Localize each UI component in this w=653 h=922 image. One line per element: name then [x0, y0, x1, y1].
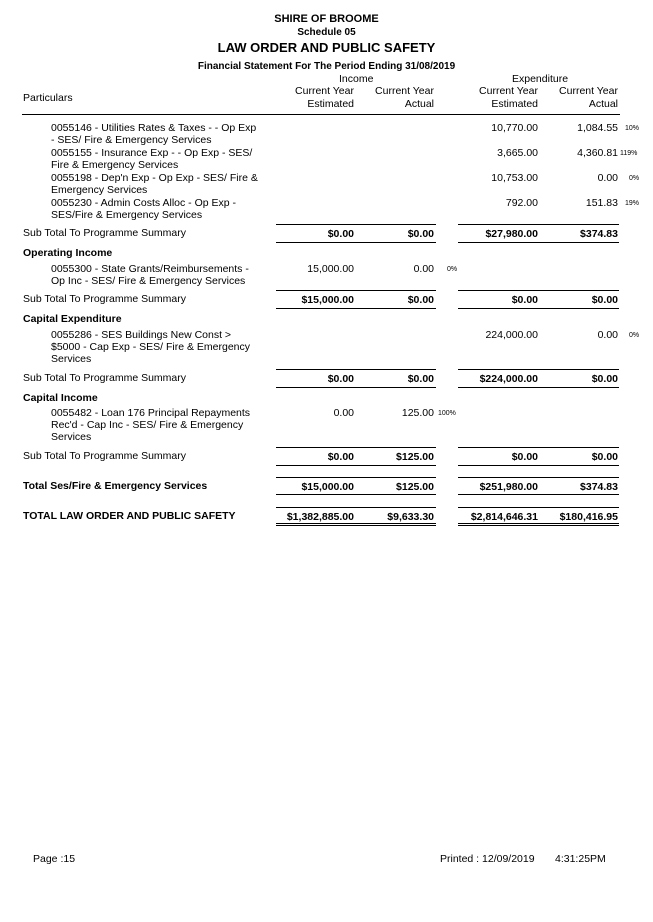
- exp-est-header-line2: Estimated: [491, 98, 538, 110]
- inc-est-header-line2: Estimated: [307, 98, 354, 110]
- subtotal-exp-est: $27,980.00: [485, 228, 538, 240]
- exp-act-header-line2: Actual: [588, 98, 618, 110]
- printed-date: Printed : 12/09/2019: [440, 853, 535, 865]
- section-heading-capital-expenditure: Capital Expenditure: [23, 313, 122, 325]
- total-law-inc-act: $9,633.30: [387, 511, 434, 523]
- item-exp-est: 792.00: [505, 197, 538, 209]
- item-inc-act: 125.00: [401, 407, 434, 419]
- exp-est-header-line1: Current Year: [479, 85, 538, 97]
- subtotal-inc-act: $0.00: [407, 373, 434, 385]
- item-desc-line2: Rec'd - Cap Inc - SES/ Fire & Emergency: [51, 419, 244, 431]
- item-pct: 0%: [629, 332, 640, 339]
- item-pct: 0%: [629, 175, 640, 182]
- item-exp-est: 3,665.00: [497, 147, 538, 159]
- item-desc-line3: Services: [51, 353, 92, 365]
- expenditure-rule: [458, 224, 619, 225]
- subtotal-inc-est: $0.00: [327, 228, 354, 240]
- total-ses-exp-est: $251,980.00: [479, 481, 538, 493]
- item-desc-line1: 0055482 - Loan 176 Principal Repayments: [51, 407, 251, 419]
- subtotal-exp-est: $0.00: [511, 294, 538, 306]
- expenditure-rule: [458, 308, 619, 309]
- total-ses-inc-est: $15,000.00: [301, 481, 354, 493]
- item-desc-line1: 0055230 - Admin Costs Alloc - Op Exp -: [51, 197, 237, 209]
- expenditure-rule: [458, 242, 619, 243]
- total-law-exp-est: $2,814,646.31: [470, 511, 538, 523]
- item-desc-line2: SES/Fire & Emergency Services: [51, 209, 203, 221]
- expenditure-rule: [458, 523, 619, 526]
- subtotal-exp-act: $0.00: [591, 373, 618, 385]
- subtotal-label: Sub Total To Programme Summary: [23, 450, 187, 462]
- item-inc-est: 0.00: [333, 407, 354, 419]
- income-rule: [276, 224, 436, 225]
- page-number: Page :15: [33, 853, 76, 865]
- inc-est-header-line1: Current Year: [295, 85, 354, 97]
- expenditure-rule: [458, 465, 619, 466]
- section-heading-capital-income: Capital Income: [23, 392, 98, 404]
- total-ses-exp-act: $374.83: [580, 481, 618, 493]
- subtotal-exp-est: $0.00: [511, 451, 538, 463]
- subtotal-exp-act: $374.83: [580, 228, 618, 240]
- item-exp-act: 0.00: [597, 172, 618, 184]
- item-desc-line1: 0055155 - Insurance Exp - - Op Exp - SES/: [51, 147, 253, 159]
- item-exp-est: 10,770.00: [491, 122, 538, 134]
- total-law-inc-est: $1,382,885.00: [286, 511, 354, 523]
- item-desc-line2: Emergency Services: [51, 184, 148, 196]
- subtotal-label: Sub Total To Programme Summary: [23, 227, 187, 239]
- exp-act-header-line1: Current Year: [559, 85, 618, 97]
- subtotal-inc-act: $0.00: [407, 294, 434, 306]
- subtotal-exp-act: $0.00: [591, 294, 618, 306]
- income-rule: [276, 477, 436, 478]
- total-law-exp-act: $180,416.95: [559, 511, 618, 523]
- item-desc-line1: 0055300 - State Grants/Reimbursements -: [51, 263, 249, 275]
- inc-act-header-line1: Current Year: [375, 85, 434, 97]
- subtotal-inc-est: $15,000.00: [301, 294, 354, 306]
- inc-act-header-line2: Actual: [404, 98, 434, 110]
- subtotal-inc-act: $125.00: [396, 451, 434, 463]
- subtotal-inc-est: $0.00: [327, 451, 354, 463]
- particulars-header: Particulars: [23, 92, 73, 104]
- subtotal-exp-est: $224,000.00: [479, 373, 538, 385]
- printed-time: 4:31:25PM: [555, 853, 606, 865]
- income-rule: [276, 523, 436, 526]
- item-pct: 119%: [620, 150, 638, 157]
- item-desc-line1: 0055146 - Utilities Rates & Taxes - - Op Exp: [51, 122, 257, 134]
- item-desc-line3: Services: [51, 431, 92, 443]
- item-pct: 10%: [625, 125, 640, 132]
- item-desc-line2: - SES/ Fire & Emergency Services: [51, 134, 212, 146]
- income-rule: [276, 507, 436, 508]
- expenditure-rule: [458, 387, 619, 388]
- section-heading-operating-income: Operating Income: [23, 247, 113, 259]
- expenditure-rule: [458, 507, 619, 508]
- income-rule: [276, 308, 436, 309]
- income-rule: [276, 447, 436, 448]
- subtotal-exp-act: $0.00: [591, 451, 618, 463]
- expenditure-rule: [458, 290, 619, 291]
- item-desc-line2: Op Inc - SES/ Fire & Emergency Services: [51, 275, 246, 287]
- item-exp-act: 4,360.81: [577, 147, 618, 159]
- expenditure-group-header: Expenditure: [512, 73, 569, 85]
- period-label: Financial Statement For The Period Ending 31/08/2019: [197, 61, 456, 72]
- total-ses-label: Total Ses/Fire & Emergency Services: [23, 480, 208, 492]
- income-rule: [276, 290, 436, 291]
- income-rule: [276, 242, 436, 243]
- schedule-label: Schedule 05: [297, 27, 356, 38]
- item-inc-act: 0.00: [413, 263, 434, 275]
- item-inc-est: 15,000.00: [307, 263, 354, 275]
- total-law-label: TOTAL LAW ORDER AND PUBLIC SAFETY: [23, 510, 236, 522]
- expenditure-rule: [458, 477, 619, 478]
- income-rule: [276, 494, 436, 495]
- item-desc-line2: Fire & Emergency Services: [51, 159, 179, 171]
- item-pct: 100%: [438, 410, 456, 417]
- item-exp-est: 224,000.00: [485, 329, 538, 341]
- item-pct: 19%: [625, 200, 640, 207]
- expenditure-rule: [458, 494, 619, 495]
- item-exp-est: 10,753.00: [491, 172, 538, 184]
- item-exp-act: 151.83: [585, 197, 618, 209]
- shire-name: SHIRE OF BROOME: [274, 13, 379, 25]
- total-ses-inc-act: $125.00: [396, 481, 434, 493]
- subtotal-label: Sub Total To Programme Summary: [23, 372, 187, 384]
- expenditure-rule: [458, 369, 619, 370]
- expenditure-rule: [458, 447, 619, 448]
- item-desc-line2: $5000 - Cap Exp - SES/ Fire & Emergency: [51, 341, 251, 353]
- income-rule: [276, 465, 436, 466]
- item-exp-act: 1,084.55: [577, 122, 618, 134]
- item-exp-act: 0.00: [597, 329, 618, 341]
- item-desc-line1: 0055198 - Dep'n Exp - Op Exp - SES/ Fire &: [51, 172, 258, 184]
- item-pct: 0%: [447, 266, 458, 273]
- page-title: LAW ORDER AND PUBLIC SAFETY: [217, 40, 436, 55]
- header-divider: [22, 114, 620, 115]
- income-rule: [276, 387, 436, 388]
- subtotal-inc-est: $0.00: [327, 373, 354, 385]
- income-group-header: Income: [339, 73, 374, 85]
- subtotal-label: Sub Total To Programme Summary: [23, 293, 187, 305]
- item-desc-line1: 0055286 - SES Buildings New Const >: [51, 329, 232, 341]
- income-rule: [276, 369, 436, 370]
- subtotal-inc-act: $0.00: [407, 228, 434, 240]
